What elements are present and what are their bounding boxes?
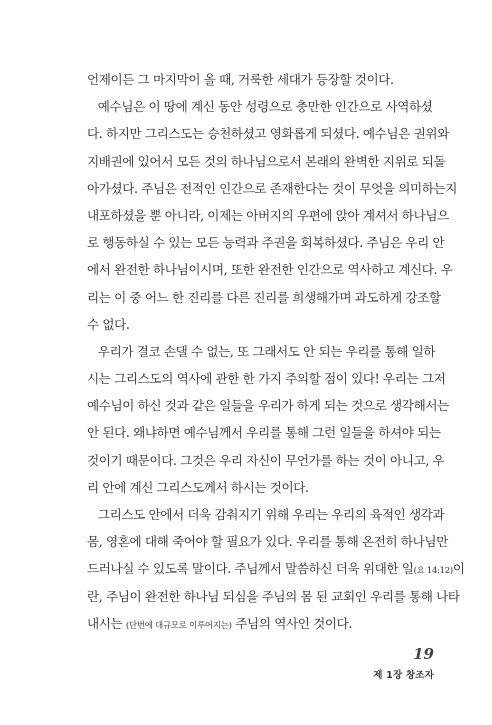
inline-note: (단번에 대규모로 이루어지는): [125, 620, 232, 631]
text-line: 에서 완전한 하나님이시며, 또한 완전한 인간으로 역사하고 계신다. 우: [87, 262, 453, 278]
text-line: 우리가 결코 손댈 수 없는, 또 그래서도 안 되는 우리를 통해 일하: [87, 343, 436, 359]
text-line: 지배권에 있어서 모든 것의 하나님으로서 본래의 완벽한 지위로 되돌: [87, 153, 446, 169]
body-text: [87, 66, 465, 637]
text-line: 수 없다.: [87, 316, 130, 332]
text-line: 리는 이 중 어느 한 진리를 다른 진리를 희생해가며 과도하게 강조할: [87, 289, 441, 305]
text-segment: 이: [452, 561, 465, 577]
text-line: 리 안에 계신 그리스도께서 하시는 것이다.: [87, 479, 309, 495]
page-number: 19: [413, 645, 434, 663]
text-line: 예수님이 하신 것과 같은 일들을 우리가 하게 되는 것으로 생각해서는: [87, 398, 449, 414]
text-line: 란, 주님이 완전한 하나님 되심을 주님의 몸 된 교회인 우리를 통해 나타: [87, 588, 460, 604]
text-line: 언제이든 그 마지막이 올 때, 거룩한 세대가 등장할 것이다.: [87, 72, 394, 87]
text-segment: 드러나실 수 있도록 말이다. 주님께서 말씀하신 더욱 위대한 일: [87, 561, 414, 577]
chapter-footer: 제 1장 창조자: [373, 670, 434, 681]
text-line: 몸, 영혼에 대해 죽어야 할 필요가 있다. 우리를 통해 온전히 하나님만: [87, 534, 448, 550]
text-segment: 주님의 역사인 것이다.: [231, 615, 352, 631]
text-line: 아가셨다. 주님은 전적인 인간으로 존재한다는 것이 무엇을 의미하는지: [87, 180, 458, 196]
text-line-with-reference: [87, 555, 465, 582]
text-segment: 내시는: [87, 615, 123, 631]
text-line: 시는 그리스도의 역사에 관한 한 가지 주의할 점이 있다! 우리는 그저: [87, 371, 446, 387]
text-line-with-note: [87, 610, 432, 637]
text-line: 안 된다. 왜냐하면 예수님께서 우리를 통해 그런 일들을 하셔야 되는: [87, 425, 441, 441]
text-line: 예수님은 이 땅에 계신 동안 성령으로 충만한 인간으로 사역하셨: [87, 99, 433, 115]
scripture-reference: (요 14:12): [413, 566, 453, 577]
text-line: 내포하셨을 뿐 아니라, 이제는 아버지의 우편에 앉아 계셔서 하나님으: [87, 207, 449, 223]
text-line: 것이기 때문이다. 그것은 우리 자신이 무언가를 하는 것이 아니고, 우: [87, 452, 445, 468]
text-line: 그리스도 안에서 더욱 감춰지기 위해 우리는 우리의 육적인 생각과: [87, 507, 445, 522]
text-line: 다. 하지만 그리스도는 승천하셨고 영화롭게 되셨다. 예수님은 권위와: [87, 126, 449, 142]
text-line: 로 행동하실 수 있는 모든 능력과 주권을 회복하셨다. 주님은 우리 안: [87, 235, 445, 251]
